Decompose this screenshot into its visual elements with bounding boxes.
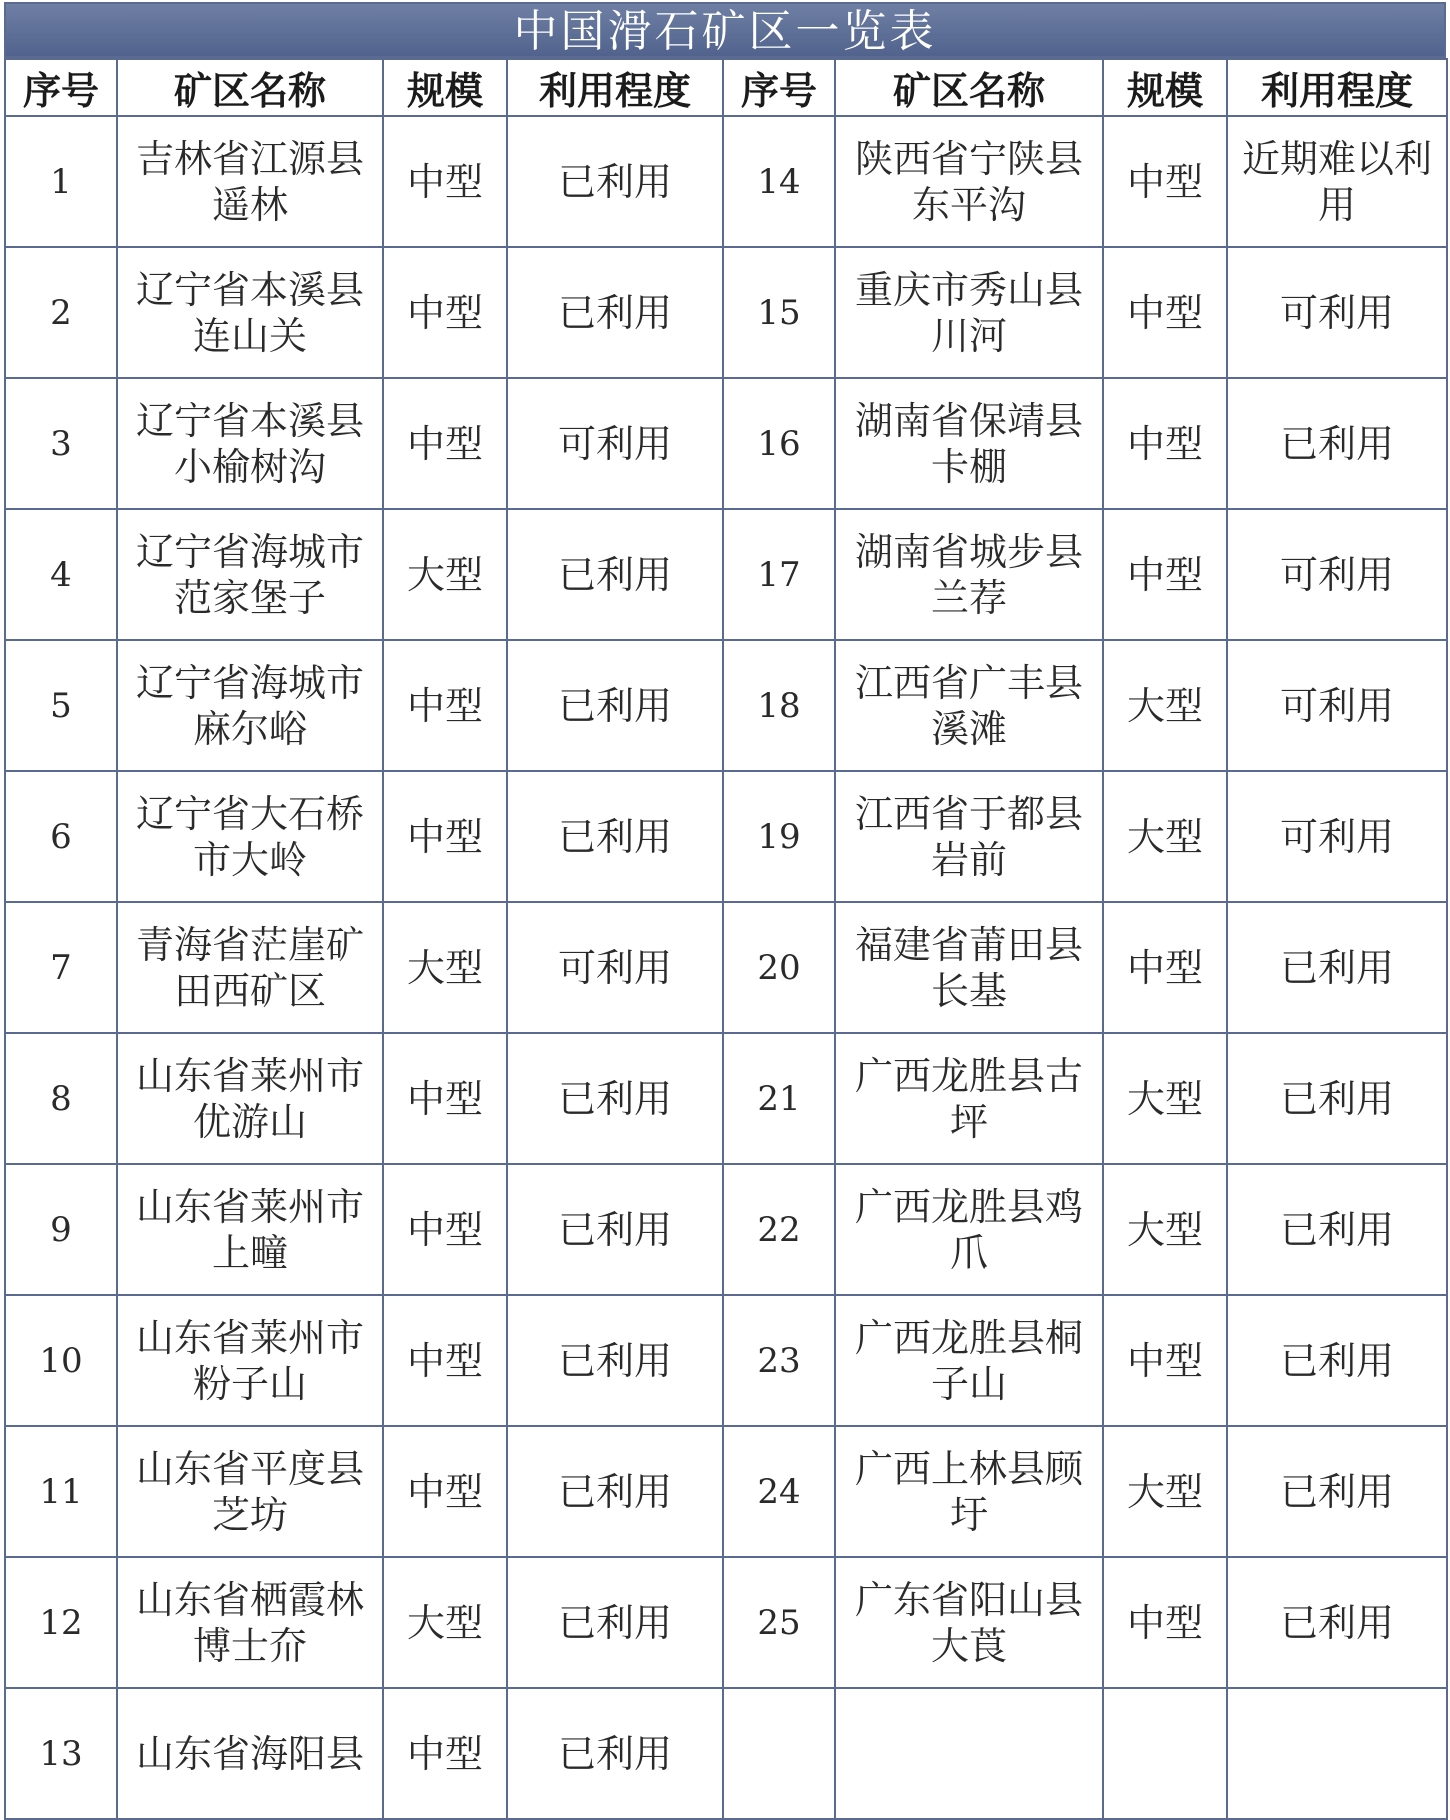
cell-usage: 已利用 xyxy=(507,640,723,771)
cell-usage: 已利用 xyxy=(507,1164,723,1295)
cell-no: 14 xyxy=(723,116,835,247)
cell-usage: 可利用 xyxy=(507,378,723,509)
cell-usage: 已利用 xyxy=(507,1426,723,1557)
cell-name: 陕西省宁陕县东平沟 xyxy=(835,116,1103,247)
cell-name: 辽宁省本溪县小榆树沟 xyxy=(117,378,383,509)
table-row xyxy=(5,640,1447,771)
cell-name: 山东省平度县芝坊 xyxy=(117,1426,383,1557)
cell-no: 18 xyxy=(723,640,835,771)
cell-usage: 已利用 xyxy=(507,771,723,902)
talc-mine-table-container xyxy=(4,2,1446,1820)
cell-name: 山东省莱州市粉子山 xyxy=(117,1295,383,1426)
cell-no: 4 xyxy=(5,509,117,640)
cell-usage: 可利用 xyxy=(1227,640,1447,771)
cell-usage: 已利用 xyxy=(1227,1295,1447,1426)
header-scale: 规模 xyxy=(1103,59,1227,116)
table-row xyxy=(5,1164,1447,1295)
cell-no: 15 xyxy=(723,247,835,378)
table-row xyxy=(5,509,1447,640)
cell-usage: 已利用 xyxy=(1227,378,1447,509)
table-row xyxy=(5,247,1447,378)
cell-name: 吉林省江源县遥林 xyxy=(117,116,383,247)
cell-usage: 已利用 xyxy=(1227,1426,1447,1557)
cell-scale: 大型 xyxy=(383,509,507,640)
cell-name: 山东省栖霞林博士夼 xyxy=(117,1557,383,1688)
cell-name: 福建省莆田县长基 xyxy=(835,902,1103,1033)
cell-usage: 已利用 xyxy=(507,1033,723,1164)
cell-scale: 中型 xyxy=(383,116,507,247)
cell-name: 重庆市秀山县川河 xyxy=(835,247,1103,378)
cell-usage: 已利用 xyxy=(507,1295,723,1426)
cell-usage: 已利用 xyxy=(507,116,723,247)
cell-scale: 中型 xyxy=(1103,247,1227,378)
cell-name: 辽宁省海城市范家堡子 xyxy=(117,509,383,640)
cell-scale: 中型 xyxy=(383,1164,507,1295)
cell-scale: 中型 xyxy=(1103,509,1227,640)
header-usage: 利用程度 xyxy=(1227,59,1447,116)
cell-scale: 大型 xyxy=(383,1557,507,1688)
cell-scale: 大型 xyxy=(1103,1164,1227,1295)
talc-mine-table xyxy=(4,58,1448,1820)
cell-scale: 大型 xyxy=(1103,640,1227,771)
table-row xyxy=(5,1033,1447,1164)
cell-usage: 已利用 xyxy=(1227,902,1447,1033)
table-row xyxy=(5,1295,1447,1426)
cell-scale: 中型 xyxy=(383,1295,507,1426)
cell-no: 2 xyxy=(5,247,117,378)
cell-scale: 中型 xyxy=(383,640,507,771)
cell-no: 25 xyxy=(723,1557,835,1688)
cell-name: 江西省广丰县溪滩 xyxy=(835,640,1103,771)
header-row xyxy=(5,59,1447,116)
cell-usage: 已利用 xyxy=(507,247,723,378)
cell-usage: 可利用 xyxy=(1227,771,1447,902)
cell-no: 1 xyxy=(5,116,117,247)
cell-no: 12 xyxy=(5,1557,117,1688)
cell-scale: 中型 xyxy=(383,1426,507,1557)
cell-usage: 近期难以利用 xyxy=(1227,116,1447,247)
cell-name: 广东省阳山县大莨 xyxy=(835,1557,1103,1688)
cell-name xyxy=(835,1688,1103,1819)
cell-scale: 中型 xyxy=(1103,378,1227,509)
cell-name: 广西龙胜县桐子山 xyxy=(835,1295,1103,1426)
cell-no: 9 xyxy=(5,1164,117,1295)
cell-name: 湖南省保靖县卡棚 xyxy=(835,378,1103,509)
cell-no: 10 xyxy=(5,1295,117,1426)
cell-usage xyxy=(1227,1688,1447,1819)
cell-scale: 大型 xyxy=(1103,1033,1227,1164)
cell-usage: 已利用 xyxy=(507,1688,723,1819)
cell-name: 山东省莱州市优游山 xyxy=(117,1033,383,1164)
cell-scale xyxy=(1103,1688,1227,1819)
cell-no: 13 xyxy=(5,1688,117,1819)
cell-scale: 大型 xyxy=(1103,1426,1227,1557)
cell-name: 辽宁省大石桥市大岭 xyxy=(117,771,383,902)
cell-no: 16 xyxy=(723,378,835,509)
cell-name: 湖南省城步县兰荐 xyxy=(835,509,1103,640)
cell-usage: 可利用 xyxy=(1227,509,1447,640)
cell-scale: 中型 xyxy=(383,1033,507,1164)
cell-no: 23 xyxy=(723,1295,835,1426)
cell-no: 22 xyxy=(723,1164,835,1295)
table-row xyxy=(5,1426,1447,1557)
header-no: 序号 xyxy=(723,59,835,116)
table-row xyxy=(5,1557,1447,1688)
header-usage: 利用程度 xyxy=(507,59,723,116)
header-name: 矿区名称 xyxy=(117,59,383,116)
cell-scale: 中型 xyxy=(383,247,507,378)
cell-usage: 已利用 xyxy=(1227,1557,1447,1688)
cell-no: 19 xyxy=(723,771,835,902)
cell-no: 5 xyxy=(5,640,117,771)
cell-name: 广西龙胜县古坪 xyxy=(835,1033,1103,1164)
cell-usage: 已利用 xyxy=(507,1557,723,1688)
cell-scale: 中型 xyxy=(1103,902,1227,1033)
cell-no: 11 xyxy=(5,1426,117,1557)
cell-name: 山东省海阳县 xyxy=(117,1688,383,1819)
cell-name: 广西上林县顾圩 xyxy=(835,1426,1103,1557)
cell-scale: 大型 xyxy=(1103,771,1227,902)
cell-scale: 中型 xyxy=(383,1688,507,1819)
cell-name: 青海省茫崖矿田西矿区 xyxy=(117,902,383,1033)
table-body xyxy=(5,116,1447,1819)
cell-usage: 可利用 xyxy=(507,902,723,1033)
cell-name: 辽宁省海城市麻尔峪 xyxy=(117,640,383,771)
cell-scale: 中型 xyxy=(1103,1295,1227,1426)
header-scale: 规模 xyxy=(383,59,507,116)
cell-no: 24 xyxy=(723,1426,835,1557)
cell-name: 广西龙胜县鸡爪 xyxy=(835,1164,1103,1295)
table-row xyxy=(5,902,1447,1033)
cell-name: 辽宁省本溪县连山关 xyxy=(117,247,383,378)
cell-scale: 中型 xyxy=(1103,116,1227,247)
table-row xyxy=(5,378,1447,509)
cell-name: 江西省于都县岩前 xyxy=(835,771,1103,902)
cell-no xyxy=(723,1688,835,1819)
cell-scale: 大型 xyxy=(383,902,507,1033)
table-row xyxy=(5,771,1447,902)
cell-usage: 可利用 xyxy=(1227,247,1447,378)
cell-name: 山东省莱州市上疃 xyxy=(117,1164,383,1295)
cell-scale: 中型 xyxy=(1103,1557,1227,1688)
cell-usage: 已利用 xyxy=(1227,1033,1447,1164)
cell-no: 20 xyxy=(723,902,835,1033)
table-row xyxy=(5,1688,1447,1819)
cell-usage: 已利用 xyxy=(507,509,723,640)
table-title: 中国滑石矿区一览表 xyxy=(4,2,1446,58)
table-row xyxy=(5,116,1447,247)
cell-scale: 中型 xyxy=(383,378,507,509)
header-name: 矿区名称 xyxy=(835,59,1103,116)
cell-no: 17 xyxy=(723,509,835,640)
cell-no: 8 xyxy=(5,1033,117,1164)
cell-scale: 中型 xyxy=(383,771,507,902)
cell-no: 3 xyxy=(5,378,117,509)
header-no: 序号 xyxy=(5,59,117,116)
cell-usage: 已利用 xyxy=(1227,1164,1447,1295)
cell-no: 7 xyxy=(5,902,117,1033)
cell-no: 21 xyxy=(723,1033,835,1164)
cell-no: 6 xyxy=(5,771,117,902)
